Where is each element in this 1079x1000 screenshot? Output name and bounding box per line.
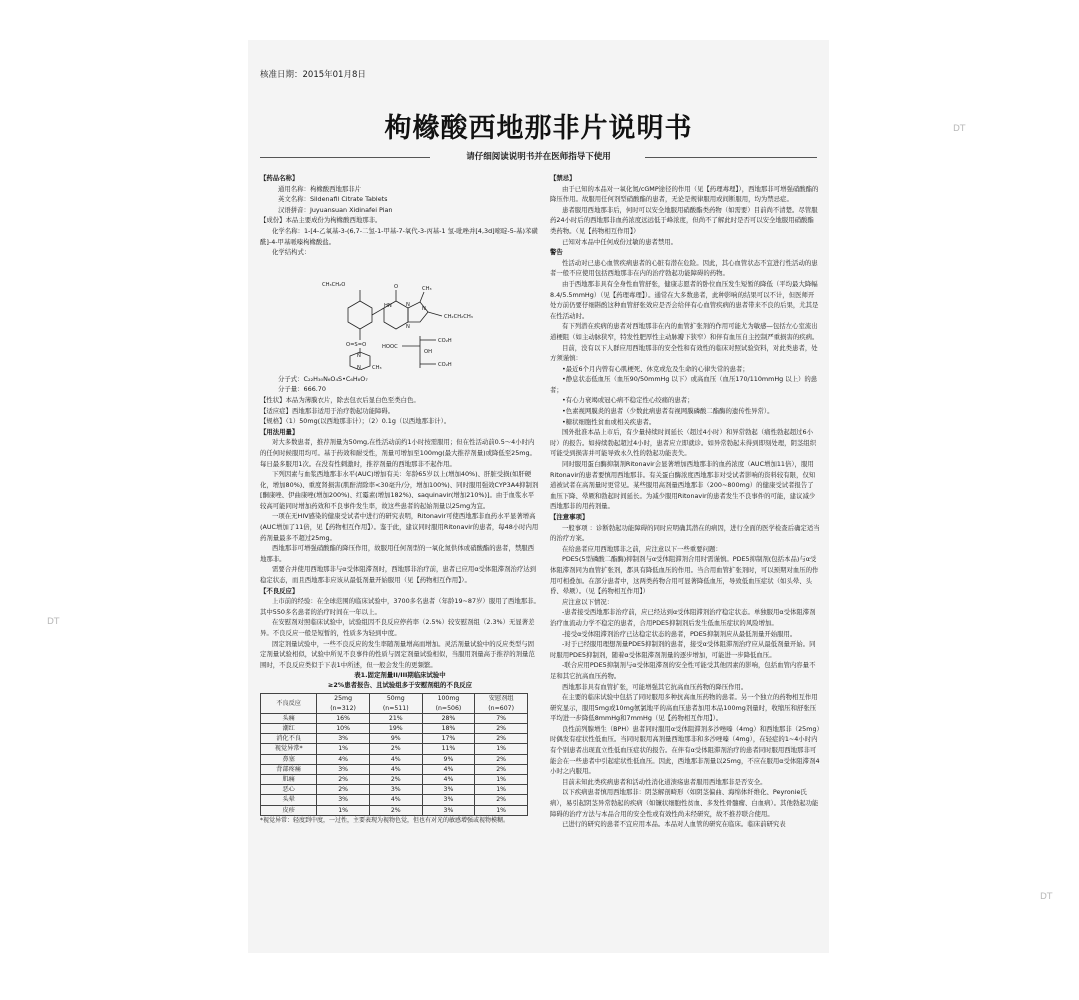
- leaflet-sheet: [248, 40, 829, 953]
- table-row: [261, 744, 528, 754]
- section-precautions: 【注意事项】: [550, 513, 589, 521]
- chemical-structure: [320, 262, 520, 370]
- table-header-row: [261, 694, 528, 713]
- table-row: [261, 734, 528, 744]
- warning-paragraph: 有下列潜在疾病的患者对西地那非在内的血管扩张剂的作用可能尤为敏感—包括左心室流出道梗阻（如主动脉狭窄，特发性肥厚性主动脉瓣下狭窄）和伴有血压自主控制严重损害的疾病。: [550, 322, 819, 341]
- chem-label: CH₂CH₂CH₃: [444, 313, 473, 320]
- usage-paragraph: 对大多数患者，推荐剂量为50mg,在性活动前约1小时按需服用；但在性活动前0.5～4小时内的任何时候服用均可。基于药效和耐受性，剂量可增加至100mg(最大推荐剂量)或降低至25mg。每日最多服用1次。在没有性刺激时，推荐剂量的西地那非不起作用。: [260, 438, 536, 468]
- table-cell: 7%: [475, 713, 528, 723]
- molecular-weight: 分子量：666.70: [278, 385, 326, 394]
- table-cell: 2%: [317, 785, 370, 795]
- usage-paragraph: 需要合并使用西地那非与α受体阻滞剂时，西地那非治疗前，患者已应用α受体阻滞剂治疗达到稳定状态，而且西地那非应该从最低剂量开始服用（见【药物相互作用】）。: [260, 565, 537, 585]
- table-cell: 视觉异常*: [261, 744, 317, 754]
- characteristics: 【性状】本品为薄膜衣片，除去包衣后显白色至类白色。: [260, 395, 420, 404]
- table-caption: ≥2%患者报告、且试验组多于安慰剂组的不良反应: [327, 681, 473, 690]
- chem-label: CH₃: [372, 364, 382, 370]
- table-cell: 4%: [422, 764, 475, 774]
- precaution-paragraph: 应注意以下情况：: [562, 597, 614, 606]
- table-cell: 1%: [317, 805, 370, 815]
- chem-label: N: [357, 352, 361, 359]
- table-cell: 2%: [475, 764, 528, 774]
- approval-date: 核准日期：2015年01月8日: [260, 70, 366, 80]
- section-warnings: 警告: [550, 248, 563, 257]
- table-cell: 2%: [475, 734, 528, 744]
- structure-drawing: [320, 262, 520, 370]
- chemical-name: 化学名称：1-[4-乙氧基-3-(6,7-二氢-1-甲基-7-氧代-3-丙基-1 氢-吡唑并[4,3d]嘧啶-5-基)苯磺酰]-4-甲基哌嗪枸橼酸盐。: [260, 226, 538, 246]
- table-cell: 17%: [422, 734, 475, 744]
- contra-paragraph: 由于已知的本品对一氧化氮/cGMP途径的作用（见【药理毒理】），西地那非可增强硝酸酯的降压作用。故服用任何剂型硝酸酯的患者，无论是规律服用或间断服用，均为禁忌症。: [550, 184, 819, 204]
- table-cell: 21%: [369, 713, 422, 723]
- table-cell: 11%: [422, 744, 475, 754]
- warning-paragraph: 由于西地那非具有全身性血管舒张，健康志愿者的卧位血压发生短暂的降低（平均最大降幅8.4/5.5mmHg）（见【药理毒理】）。通常在大多数患者，此种影响的结果可以不计，但医师开处方前仍要仔细斟酌这种血管舒张效应是否会给伴有心血管疾病的患者带来不良的后果，尤其是在性活动时。: [550, 279, 819, 320]
- usage-paragraph: 下列因素与血浆西地那非水平(AUC)增加有关：年龄65岁以上(增加40%)、肝脏受损(如肝硬化，增加80%)、重度肾损害(肌酐清除率<30毫升/分，增加100%)、同时服用强效CYP3A4抑制剂[酮康唑、伊曲康唑(增加200%)、红霉素(增加182%)、saquinavir(增加210%)]。由于血浆水平较高可能同时增加药效和不良事件发生率，故这些患者的起始剂量以25mg为宜。: [260, 470, 539, 510]
- precaution-paragraph: -接受α受体阻滞剂治疗已达稳定状态的患者，PDE5抑制剂应从最低剂量开始服用。: [562, 629, 797, 638]
- section-drug-name: 【药品名称】: [260, 174, 299, 182]
- warning-paragraph: 同时服用蛋白酶抑制剂Ritonavir会显著增加西地那非的血药浓度（AUC增加11倍），服用Ritonavir的患者要慎用西地那非。有关蛋白酶浓度西地那非对受试者影响的资料较有限，仅知道被试者在高剂量时更常见。某些服用高剂量西地那非（200~800mg）的健康受试者报告了血压下降、晕厥和勃起时间延长。为减少服用Ritonavir的患者发生不良事件的可能，建议减少西地那非的用药剂量。: [550, 460, 816, 511]
- table-cell: 4%: [369, 795, 422, 805]
- chem-label: OH: [424, 348, 432, 355]
- table-cell: 3%: [317, 764, 370, 774]
- table-cell: 2%: [317, 775, 370, 785]
- table-row: [261, 805, 528, 815]
- section-usage: 【用法用量】: [260, 427, 299, 436]
- precaution-paragraph: PDE5(5型磷酸二酯酶)抑制剂与α受体阻滞剂合用时需谨慎。PDE5抑制剂(包括本品)与α受体阻滞剂同为血管扩张剂，都具有降低血压的作用。当合用血管扩张剂时，可以预期对血压的作用可相叠加。在部分患者中，这两类药物合用可显著降低血压，导致低血压症状（如头晕、头昏、晕厥）。（见【药物相互作用】）: [550, 555, 819, 596]
- watermark: DT: [1040, 892, 1053, 902]
- table-cell: 19%: [369, 723, 422, 733]
- table-cell: 2%: [475, 754, 528, 764]
- table-header: 50mg (n=511): [369, 694, 422, 713]
- table-header: 100mg (n=506): [422, 694, 475, 713]
- chem-label: N: [357, 364, 361, 370]
- table-cell: 肌痛: [261, 775, 317, 785]
- subtitle-row: [260, 150, 817, 164]
- table-cell: 1%: [475, 785, 528, 795]
- table-cell: 1%: [475, 775, 528, 785]
- indication: 【适应症】西地那非适用于治疗勃起功能障碍。: [260, 406, 395, 415]
- usage-paragraph: 西地那非可增强硝酸酯的降压作用，故服用任何剂型的一氧化氮供体或硝酸酯的患者，禁服西地那非。: [260, 544, 535, 563]
- warning-paragraph: 目前，没有以下人群应用西地那非的安全性和有效性的临床对照试验资料，对此类患者，处方须谨慎：: [550, 343, 818, 363]
- composition: 【成份】本品主要成份为枸橼酸西地那非。: [260, 216, 382, 225]
- table-cell: 4%: [317, 754, 370, 764]
- chem-label: N: [406, 301, 410, 308]
- chem-label: N: [406, 323, 410, 330]
- precaution-paragraph: 良性前列腺增生（BPH）患者同时服用α受体阻滞剂多沙唑嗪（4mg）和西地那非（25mg）时偶发有症状性低血压。当同时服用高剂量西地那非和多沙唑嗪（4mg），在轻症的1~4小时内有个别患者出现直立性低血压症状的报告。在伴有α受体阻滞剂治疗的患者同时服用西地那非可能会在一些患者中引起症状性低血压。因此，西地那非剂量以25mg，不应在服用α受体阻滞剂4小时之内服用。: [550, 724, 820, 776]
- pinyin-name: 汉语拼音：Juyuansuan Xidinafei Pian: [278, 205, 393, 214]
- warning-paragraph: 性活动对已患心血管疾病患者的心脏有潜在危险。因此，其心血管状态不宜进行性活动的患者一般不应使用包括西地那非在内的治疗勃起功能障碍的药物。: [550, 258, 818, 278]
- generic-name: 通用名称：枸橼酸西地那非片: [278, 184, 362, 193]
- watermark: DT: [47, 617, 60, 627]
- table-cell: 2%: [369, 805, 422, 815]
- table-cell: 消化不良: [261, 734, 317, 744]
- warning-bullet: •最近6个月内曾有心肌梗死、休克或危及生命的心律失常的患者；: [562, 364, 749, 373]
- specification: 【规格】（1）50mg(以西地那非计）；（2）0.1g（以西地那非计）。: [260, 417, 451, 426]
- contra-paragraph: 已知对本品中任何成份过敏的患者禁用。: [562, 237, 678, 246]
- chem-label: HN: [384, 302, 392, 309]
- table-cell: 9%: [422, 754, 475, 764]
- table-row: [261, 785, 528, 795]
- table-cell: 鼻塞: [261, 754, 317, 764]
- precaution-paragraph: -对于已经服用理想剂量PDE5抑制剂的患者，接受α受体阻滞剂治疗应从最低剂量开始。同时服用PDE5抑制剂，随着α受体阻滞剂剂量的逐步增加，可能进一步降低血压。: [550, 640, 816, 659]
- table-row: [261, 723, 528, 733]
- table-cell: 16%: [317, 713, 370, 723]
- table-cell: 18%: [422, 723, 475, 733]
- warning-bullet: •有心力衰竭或冠心病不稳定性心绞痛的患者；: [562, 396, 694, 405]
- section-adverse-reactions: 【不良反应】: [260, 586, 299, 595]
- precaution-paragraph: 西地那非具有血管扩张，可能增强其它抗高血压药物的降压作用。: [562, 682, 748, 691]
- table-caption: 表1.固定剂量II/III期临床试验中: [354, 671, 446, 680]
- table-cell: 4%: [369, 764, 422, 774]
- precaution-paragraph: 在主要的临床试验中包括了同时服用多种抗高血压药物的患者。另一个独立的药物相互作用研究显示，服用5mg或10mg氨氯地平的高血压患者加用本品100mg剂量时，收缩压和舒张压平均进一步降低8mmHg和7mmHg（见【药物相互作用】）。: [550, 693, 818, 723]
- table-cell: 3%: [422, 795, 475, 805]
- table-cell: 背部疼痛: [261, 764, 317, 774]
- chem-label: CO₂H: [438, 361, 452, 368]
- chem-label: CH₃CH₂O: [322, 281, 346, 288]
- right-column: [550, 173, 820, 830]
- subtitle: 请仔细阅读说明书并在医师指导下使用: [466, 152, 611, 162]
- table-cell: 4%: [369, 754, 422, 764]
- table-cell: 3%: [422, 805, 475, 815]
- table-cell: 3%: [369, 785, 422, 795]
- table-cell: 4%: [422, 775, 475, 785]
- table-row: [261, 775, 528, 785]
- precaution-paragraph: -患者接受西地那非治疗前，应已经达到α受体阻滞剂治疗稳定状态。单独服用α受体阻滞剂治疗血流动力学不稳定的患者，合用PDE5抑制剂后发生低血压症状的风险增加。: [550, 608, 816, 627]
- table-cell: 头晕: [261, 795, 317, 805]
- precaution-paragraph: 目前未知此类疾病患者和活动性消化道溃疡患者服用西地那非是否安全。: [562, 777, 767, 786]
- warning-bullet: •静息状态低血压（血压90/50mmHg 以下）或高血压（血压170/110mmHg 以上）的患者；: [550, 375, 818, 394]
- chem-label: HOOC: [382, 343, 398, 350]
- table-cell: 1%: [475, 744, 528, 754]
- precaution-paragraph: 以下疾病患者慎用西地那非：阴茎解剖畸形（如阴茎偏曲、海绵体纤维化、Peyronie氏病），易引起阴茎异常勃起的疾病（如镰状细胞性贫血、多发性骨髓瘤、白血病）。其他勃起功能障碍的治疗方法与本品合用的安全性或有效性尚未经研究，故不推荐联合使用。: [550, 788, 819, 818]
- table-header: 不良反应: [261, 694, 317, 713]
- table-cell: 3%: [317, 734, 370, 744]
- table-body: [261, 713, 528, 815]
- table-row: [261, 754, 528, 764]
- chem-label: CO₂H: [438, 337, 452, 344]
- table-row: [261, 713, 528, 723]
- warning-paragraph: 国外批准本品上市后，有少量持续时间延长（超过4小时）和异常勃起（痛性勃起超过6小时）的报告。如持续勃起超过4小时，患者应立即就诊。如异常勃起未得到即刻处理，阴茎组织可能受到损害并可能导致永久性的勃起功能丧失。: [550, 428, 817, 458]
- ae-paragraph: 固定剂量试验中，一些不良反应的发生率随剂量增高而增加。灵活剂量试验中的反应类型与固定剂量试验相似，试验中所见不良事件的性质与固定剂量试验相似，当服用剂量高于推荐的剂量范围时，不良反应类似于下表1中所述，但一般会发生的更频繁。: [260, 639, 535, 669]
- precaution-paragraph: 已进行的研究的患者不宜应用本品。本品对人血管的研究在临床。临床前研究表: [562, 820, 786, 829]
- table-cell: 3%: [317, 795, 370, 805]
- ae-paragraph: 在安慰剂对照临床试验中，试验组因不良反应停药率（2.5%）较安慰剂组（2.3%）无显著差异。不良反应一般是短暂的，性质多为轻到中度。: [260, 618, 535, 637]
- structure-label: 化学结构式：: [272, 248, 311, 257]
- table-cell: 1%: [475, 805, 528, 815]
- table-note: *视觉异常：轻度到中度，一过性，主要表现为视物色觉，但也有对光的敏感增强或视物模糊。: [260, 816, 510, 824]
- table-row: [261, 795, 528, 805]
- left-column: [260, 173, 540, 825]
- table-cell: 28%: [422, 713, 475, 723]
- table-cell: 9%: [369, 734, 422, 744]
- adverse-reaction-table: [260, 693, 528, 815]
- ae-paragraph: 上市前的经验：在全球范围的临床试验中，3700多名患者（年龄19~87岁）服用了西地那非。其中550多名患者的治疗时间在一年以上。: [260, 597, 540, 616]
- warning-bullet: •色素视网膜炎的患者（少数此病患者有视网膜磷酸二酯酶的遗传性异常）。: [562, 407, 774, 416]
- table-header: 安慰剂组 (n=607): [475, 694, 528, 713]
- chem-label: O: [394, 283, 399, 290]
- table-cell: 2%: [475, 723, 528, 733]
- table-cell: 潮红: [261, 723, 317, 733]
- table-cell: 1%: [317, 744, 370, 754]
- table-cell: 2%: [369, 775, 422, 785]
- chem-label: CH₃: [422, 285, 432, 292]
- molecular-formula: 分子式：C₂₂H₃₀N₆O₄S•C₆H₈O₇: [278, 374, 368, 383]
- precaution-paragraph: -联合应用PDE5抑制剂与α受体阻滞剂的安全性可能受其他因素的影响，包括血管内容量不足和其它抗高血压药物。: [550, 661, 816, 680]
- table-cell: 10%: [317, 723, 370, 733]
- precaution-paragraph: 一般事项 ：诊断勃起功能障碍的同时应明确其潜在的病因，进行全面的医学检查后确定适当的治疗方案。: [550, 523, 820, 543]
- chem-label: N: [422, 305, 426, 312]
- table-cell: 3%: [422, 785, 475, 795]
- table-cell: 2%: [475, 795, 528, 805]
- watermark: DT: [953, 124, 966, 134]
- warning-bullet: •糖状细胞性贫血或相关疾患者。: [562, 417, 656, 426]
- usage-paragraph: 一项在无HIV感染的健康受试者中进行的研究表明，Ritonavir可使西地那非血药水平显著增高(AUC增加了11倍，见【药物相互作用】）。鉴于此，建议同时服用Ritonavir的患者，每48小时内用药剂量最多不超过25mg。: [260, 512, 539, 542]
- english-name: 英文名称：Sildenafil Citrate Tablets: [278, 195, 388, 204]
- contra-paragraph: 患者服用西地那非后，何时可以安全地服用硝酸酯类药物（如需要）目前尚不清楚。尽管服药24小时后的西地那非血药浓度远远低于峰浓度，但尚不了解此时是否可以安全地服用硝酸酯类药物。（见【药物相互作用】）: [550, 205, 818, 235]
- section-contraindications: 【禁忌】: [550, 174, 576, 182]
- table-row: [261, 764, 528, 774]
- precaution-paragraph: 在给患者应用西地那非之前，应注意以下一些重要问题：: [562, 544, 722, 553]
- chem-label: O=S=O: [346, 341, 367, 348]
- table-header: 25mg (n=312): [317, 694, 370, 713]
- table-cell: 恶心: [261, 785, 317, 795]
- table-cell: 头痛: [261, 713, 317, 723]
- table-cell: 皮疹: [261, 805, 317, 815]
- table-cell: 2%: [369, 744, 422, 754]
- page-title: 枸橼酸西地那非片说明书: [384, 113, 693, 144]
